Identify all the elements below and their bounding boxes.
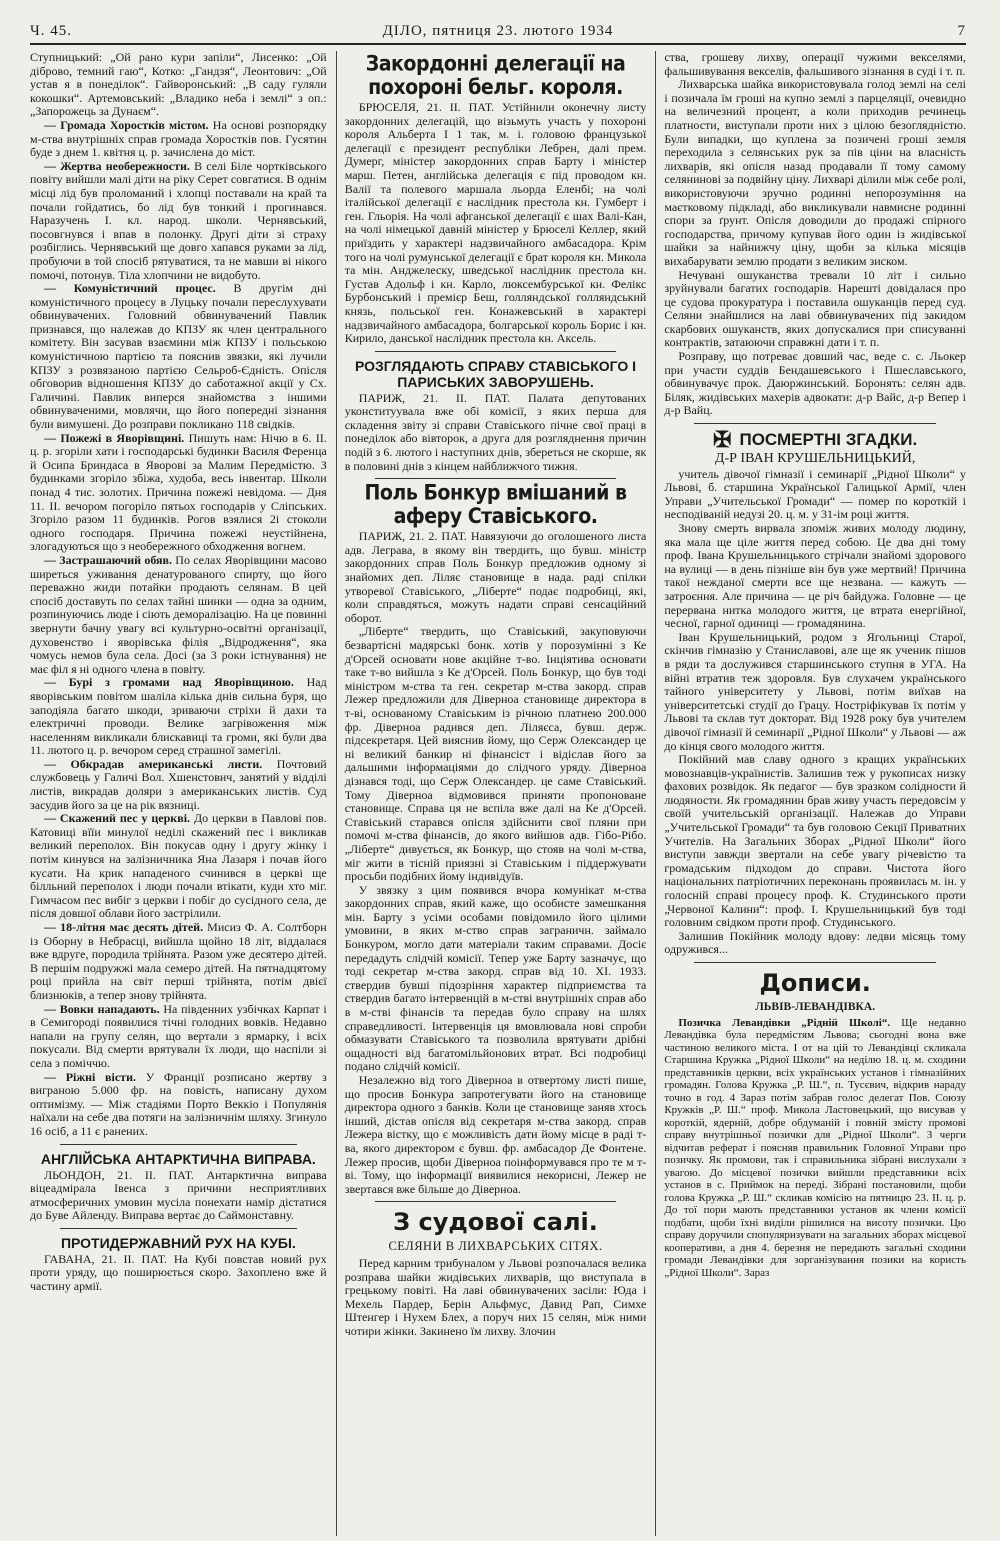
headline-dopysy: Дописи. [759, 969, 871, 997]
news-item: — Громада Хоростків містом. На основі розпорядку м-ства внутрішніх справ громада Хоростків пов. Гусятин буде з днем 1. квітня ц. р. зачислена до міст. [30, 117, 327, 160]
news-item: — 18-літня має десять дітей. Мисиз Ф. А. Солтборн із Оборну в Небрасці, вийшла щойно 18 літ, віддалася вже вдруге, породила трійнята. Разом уже десятеро дітей. В першім подружжі мала семеро дітей. На пятнадцятому році прийла на світ перші трійнята, потім двієї близнюків, а тепер знову трійнята. [30, 920, 327, 1002]
obituary-p: Залишив Покійник молоду вдову: ледви місяць тому одружився... [664, 928, 966, 957]
headline-funeral: Закордонні делегації на похороні бельг. короля. [365, 51, 626, 100]
divider [375, 478, 617, 479]
newspaper-title-date: ДІЛО, пятниця 23. лютого 1934 [382, 23, 614, 39]
article-court: Перед карним трибуналом у Львові розпочалася велика розправа шайки жидівських лихварів, що виступала в грецькому повіті. На лаві обвинувачених засіли: Юда і Мехель Пардер, Берін Альфмус, Давид Рап, Симхе Штенгер і Нухем Блех, а поруч них 15 селян, між ними чотири жінки. Закинено їм лихву. Злочин [344, 1255, 647, 1338]
column-2 [336, 51, 647, 1536]
article-court-p: Нечувані ошуканства тревали 10 літ і сильно зруйнували багатих господарів. Нарешті довідалася про це судова прокуратура і поставила ошуканців перед суд. Селяни знайшлися на лаві обвинувачених під закидом скарбових ошуканств, яких допускалися при списуванні контрактів, затаюючи справжні дати і т. п. [664, 267, 966, 350]
obituary-p: Іван Крушельницький, родом з Ягольниці Старої, скінчив гімназію у Станиславові, але ще як ученик пішов в ряди та дослужився старшинського ступня в УГА. На війні втратив теж здоровля. Був слухачем українського тайного університету у Львові, потім виїхав на університетські студії до Грацу. Ностріфікував їх потім у Львові та склав тут докторат. Від 1928 року був учителем дівочої гімназії й семинарії „Рідної Школи“ у Львові — аж до кінця свого молодого життя. [664, 629, 966, 753]
divider [375, 351, 617, 352]
column-1 [30, 51, 327, 1536]
article-cuba: ГАВАНА, 21. II. ПАТ. На Кубі повстав новий рух проти уряду, що поширюється скоро. Захоплено вже й частину армії. [30, 1251, 327, 1294]
obituary-p: Покійний мав славу одного з кращих українських мовознавців-українистів. Залишив теж у рукописах низку фахових розвідок. Як педагог — був зразком солідности й людяности. Як громадянин брав живу участь передовсім у своїй учительській організації. Належав до Управи „Учительської Громади“ та був головою Секції Приватних Учителів. На Загальних Зборах „Рідної Школи“ його виступи завжди звертали на себе увагу річевістю та громадським підходом до справи. Чистота його національних патріотичних переконань проявилась м. ін. у голосній справі процесу проф. К. Студинського проти „Червоної Калини“: проф. І. Крушельницький був тоді головним свідком проти проф. Студинського. [664, 752, 966, 930]
article-boncour-p3: У звязку з цим появився вчора комунікат м-ства закордонних справ, який каже, що особисте замешкання мін. Барту з усіми особами повідомило його цілими умовини, в яких м-ство справ заграничн. займало Бонкуром, могло дати матеріали таким справами. Досіє передадуть слідчій комісії. Тепер уже Барту зазначує, що тоді секретар м-ства закорд. справ від 10. XI. 1933. ствердив бувші підозріння характер підприємства та ствердив багато інтервенцій в м-стві внутрішніх справ або в м-стві фінансів та передав було справу на шлях справедливості. Інтервенція ця вмовлювала нові спроби обмазувати Ставіського та позволила врятувати дрібні ощадності від багатомільйонових втрат. Всі подробиці подано слідчій комісії. [344, 882, 647, 1074]
cross-icon: ✠ [713, 427, 732, 453]
news-item: — Комуністичний процес. В другім дні комуністичного процесу в Луцьку почали переслухувати обвинувачених. Головний обвинувачений Павлик признався, що належав до КПЗУ як член центрального комітету. Він засував взаємини між КПЗУ і польською комуністичною партією та пояснив звязки, які лучили КПЗУ з розвязаною партією Сельроб-Єдність. Опісля обговорив відношення КПЗУ до саботажної акції у Сх. Галичині. Павлик виперся знайомства з іншими обвинуваченими, мовлячи, що його попередні зізнання були вимушені. До розправи покликано 118 свідків. [30, 281, 327, 432]
news-item: — Ріжні вісти. У Франції розписано жертву з виграною 5.000 фр. на повість, написану духом оптимізму. — Між стадіями Порто Веккіо і Популянія наїхали на себе два потяги на залізничнім шляху. Згинуло 16 осіб, а 11 є ранених. [30, 1069, 327, 1138]
article-funeral: БРЮСЕЛЯ, 21. II. ПАТ. Устійнили оконечну листу закордонних делегацій, що візьмуть участь у похороні короля Альберта I 1 так, м. і. головою французької делегації є президент республіки Лебрен, далі прем. Думерг, міністер закордонних справ Барту і міністер марш. Петен, англійська делегація є під проводом кн. Валії та полевого маршала льорда Еленбі; на чолі італійської делегації є наслідник престола кн. Гумберт і ген. Гльорія. На чолі афганської делегації є шах Валі-Кан, на чолі німецької давній міністер у Брюселі Келлер, який приїздить у характері надзвичайного амбасадора. Крім того на чолі румунської делегації є брат короля кн. Микола та мін. Анджелеску, шведської наслідник престола кн. Густав Адольф і кн. Карло, люксембурської кн. Фелікс Бурбонський і премієр Беш, голляндської голляндський князь, польської ген. Конажевський в характері надзвичайного амбасадора, болгарської король Борис і кн. Кирило, данської наслідник престола кн. Аксель. [344, 100, 647, 346]
article-antarctic: ЛЬОНДОН, 21. II. ПАТ. Антарктична виправа віцеадмірала Івенса з причини несприятливих атмосферичних умовин мусіла понехати намір дістатися до Буве Айленду. Виправа вертає до Саймонставну. [30, 1167, 327, 1223]
article-dopys: Позичка Левандівки „Рідній Школі“. Ще недавно Левандівка була передмістям Львова; сьогодні вона вже частиною великого міста. І от на цій то Левандівці скликала Старшина Кружка „Рідної Школи“ на неділю 18. ц. м. сходини представників церкви, всіх українських установ і гімназійних громадян. Голова Кружка „Р. Ш.“, п. Тусєвич, відкрив нараду точно в год. 4 Зараз потім забрав голос делегат Пов. Союзу Кружків „Р. Ш.“ проф. Микола Ластовецький, що висував у короткій, ядерній, добре обдуманій і повній змісту промові справу внутрішньої позички для „Рідної Школи“. З черги відчитав реферат і поясняв правильник Головної Управи про позичку. Як промови, так і справильника зібрані вислухали з увагою. До місцевої позички вийшли представники всіх установ в с. Приймок на переді. Зібрані постановили, щоби голова Кружка „Р. Ш.“ скликав комісію на пятницю 23. II. ц. р. До тої пори мають представники установ як члени комісії подбати, щоби їхні виділи рішилися на висоту позички. Цю справу доручили спопуляризувати на загальних зборах місцевої кооперативи, а дня 4. березня не передають загальні сходини громади Левандівки для зорганізування позики на користь „Рідної Школи“. Зараз [664, 1016, 966, 1279]
headline-cuba: ПРОТИДЕРЖАВНИЙ РУХ НА КУБІ. [60, 1234, 296, 1251]
article-paris: ПАРИЖ, 21. II. ПАТ. Палата депутованих уконституувала вже обі комісії, з яких перша для складення звіту зі справи Ставіського пічне свої праці в понеділок або вівторок, а друга для розгляднення причин подій з 6. лютого і наступних днів, збереться не скорше, як в половині днів з кінцем найближчого тижня. [344, 390, 647, 473]
obituary-intro: учитель дівочої гімназії і семинарії „Рідної Школи“ у Львові, б. старшина Української Галицької Армії, член Управи „Учительської Громади“ — помер по короткій і несподіваній недузі 20. ц. м. у 31-ім році життя. [664, 466, 966, 522]
place-heading: ЛЬВІВ-ЛЕВАНДІВКА. [755, 1001, 876, 1013]
headline-court: З судової салі. [393, 1208, 598, 1237]
article-court-continued: ства, грошеву лихву, операції чужими векселями, фальшивування векселів, фальшивого зізнання в суді і т. п. [664, 51, 966, 78]
concert-program: Ступницький: „Ой рано кури запіли“, Лисенко: „Ой діброво, темний гаю“, Котко: „Гандзя“, Леонтович: „Ой устав я в понеділок“. Гайворонський: „В саду гуляли кокошки“. Артемовський: „Владико неба і землі“ з оп.: „Запорожець за Дунаєм“. [30, 51, 327, 119]
masthead [30, 0, 966, 45]
news-item: — Вовки нападають. На південних узбічках Карпат і в Семигороді появилися тічні голодних вовків. Недавно напали на групу селян, що вертали з ярмарку, і всіх покусали. Від смерти врятували їх люди, що наспіли зі села з поміччю. [30, 1001, 327, 1070]
issue-number: Ч. 45. [30, 23, 72, 39]
column-3 [655, 51, 966, 1536]
article-court-p: Розправу, що потреває довший час, веде с. с. Льокер при участи суддів Бендашевського і Пшеславського, обвинувачує прок. Даюржинський. Боронять: селян адв. Біляк, жидівських махерів адвокати: д-р Вайс, д-р Вепер і д-р Вайц. [664, 349, 966, 418]
headline-obituary: ✠ ПОСМЕРТНІ ЗГАДКИ. [713, 427, 918, 453]
news-item: — Застрашаючий обяв. По селах Яворівщини масово ширеться уживання денатурованого спирту, що його переважно жиди потайки продають селянам. В цей спосіб доставуть по селах тайні шинки — одна за одним, розпинуючись люде і сіють деморалізацію. На це повинні звернути бачну увагу всі культурно-освітні організації, духовенство і яворівська філія „Відродження“, яка чомусь немов була села. Досі (за 3 роки істнування) не має філ я ні одного члена в повіту. [30, 552, 327, 676]
subheadline-court: СЕЛЯНИ В ЛИХВАРСЬКИХ СІТЯХ. [388, 1239, 603, 1254]
news-item: — Жертва необережности. В селі Біле чортківського повіту вийшли малі діти на ріку Серет совгатися. В однім місці лід був проломаний і хлопці поставали на край та почали гойдатись, бо лід був тонкий і прогинався. Наразучень І. кл. народ. школи. Чернявський, посовгнувся і впав в полонку. Другі діти зі страху розбіглись. Чернявський ще довго хапався руками за лід, пробуючи в той спосіб рятуватися, та не мавши ві нікого помочі, потонув. Тіла хлопчини не видобуто. [30, 158, 327, 282]
news-item: — Пожежі в Яворівщині. Пишуть нам: Нічю в 6. II. ц. р. згоріли хати і господарські будинки Василя Ференца й Осипа Бриндаса в Яворові за Малим Передмістю. З будинками згоріло збіжа, худоба, весь інвентар. Школи понад 4 тис. золотих. Причина пожежі невідома. — Дня 11. II. вечором погоріло пятьох господарів у Сліпських. Згоріло разом 11 будинків. Рогов взялися 2і стоколи одного господаря. Причина пожежі неустійнена, злогадуються що з необережного обходження вогнем. [30, 430, 327, 554]
divider [694, 962, 936, 963]
news-item: — Обкрадав американські листи. Почтовий службовець у Галичі Вол. Хшенстович, занятий у відділі листів, викрадав доляри з американських листів. Суд засудив його за це на рік вязниці. [30, 756, 327, 812]
news-item: — Скажений пес у церкві. До церкви в Павлові пов. Катовиці вїїи минулої неділі скажений пес і викликав великий переполох. Він покусав одну і другу жінку і потім кинувся на залізничника Яна Лазаря і почав його кусати. На крик нападеного счинився в церкві ще білльний переполох і люди почали втікати, куди хто міг. Гимчасом пес вибіг з церкви і побіг до сусідного села, де після довшої облави його застрілили. [30, 811, 327, 921]
divider [60, 1144, 297, 1145]
article-boncour-p2: „Ліберте“ твердить, що Ставіський, закуповуючи безвартісні мадярські бонк. хотів у порозумінні з Ке д'Орсей основати нове акційне т-во. Інціятива основати таке т-во вийшла з Ке д'Орсей. Поль Бонкур, що був тоді міністром м-ства та ген. секретар м-ства закорд. справ Лежер предложили для Діверноа становище директора в т-ві, основаному Ставіським із річною платнею 200.000 фр. Діверноа радився деп. Ліляєса, бувш. держ. підсекретаря. Цей вияснив йому, що Серж Олександер це ні великий банкир ні фінансіст і відіслав його за дальшими інформаціями до слідчого уряду. Діверноа дізнався тоді, що Серж Олександер. це саме Ставіський. Тому Діверноа відмовився приняти пропоноване становище. Справа ця не вспіла вже далі на Ке д'Орсей. Ставіський старався опісля здійснити свої пляни при помочі м-ства фінансів, до якого вийшов адв. Гібо-Рібо. „Ліберте“ дивується, як Бонкур, що стояв на чолі м-ства, міг жити в тісній приязні зі Ставіським і піддержувати просьби подібних йому індивідуїв. [344, 624, 647, 884]
article-court-p: Лихварська шайка використовувала голод землі на селі і позичала їм гроші на купно землі з парцеляції, очевидно на величезний процент, а коли приходив речинець платности, виступали проти них з цілою безоглядністю. Були випадки, що куплена за позичені гроші земля переходила з селянських рук за пів ціни на власність лихварів, які опісля назад продавали її тому самому селянинові за подвійну ціну. Лихварі ділили між себе ролі, використовуючи зручно родинні непорозуміння на маєтковому підкладі, або викликували навмисне родинні спори за ґрунт. Опісля доводили до продажі спірного господарства, причому купував його один із жидівської шайки за найнижчу ціну, щоби за кілька місяців вихабарувати землю продати з великим зиском. [664, 77, 966, 268]
article-boncour-p1: ПАРИЖ, 21. 2. ПАТ. Навязуючи до оголошеного листа адв. Леграва, в якому він твердить, що бувш. міністр закордонних справ Поль Бонкур предложив одному зі знайомих деп. Ліляє становище в нада. раді спілки утворевої Ставіського, „Ліберте“ подає подробиці, які, коли справдяться, можуть надати справі сенсаційний оборот. [344, 529, 647, 625]
page-number: 7 [957, 23, 966, 39]
divider [694, 423, 936, 424]
headline-paris: РОЗГЛЯДАЮТЬ СПРАВУ СТАВІСЬКОГО І ПАРИСЬКИХ ЗАВОРУШЕНЬ. [354, 357, 637, 390]
obituary-p: Знову смерть вирвала зпоміж живих молоду людину, яка мала ще ціле життя перед собою. Це два дні тому проф. Івана Крушельницького стрічали знайомі здорового на вулиці — в день пізніше він був уже мертвий! Причина такої нежданої смерти все ще незвана. — кажуть — затроєння. Але причина — це річ байдужа. Головне — це перервана нитка молодого життя, це втрата енергійної, чесної, гарної одиниці — громадянина. [664, 521, 966, 631]
divider [375, 1201, 617, 1202]
news-item: — Бурі з громами над Яворівщиною. Над яворівським повітом шаліла кілька днів сильна буря, що заподіяла багато шкоди, зриваючи стріхи й дахи та електричні проводи. Велике загрівоження між населенням викликали блискавиці та громи, які були два 11. лютого ц. р. вечором серед страшної замегілі. [30, 675, 327, 758]
obituary-name: Д-Р ІВАН КРУШЕЛЬНИЦЬКИЙ, [714, 451, 916, 467]
headline-antarctic: АНГЛІЙСЬКА АНТАРКТИЧНА ВИПРАВА. [40, 1150, 316, 1167]
headline-boncour: Поль Бонкур вмішаний в аферу Ставіського. [364, 480, 627, 529]
divider [60, 1228, 297, 1229]
article-boncour-p4: Незалежно від того Діверноа в отвертому листі пише, що просив Бонкура запротегувати його на становище директора одного з банків. Коли це становище заняв хтось інший, дістав опісля від секретаря м-ства закорд. справ Лежера вістку, що є можливість дати йому місце в раді т-ва, якого директором є бувш. фр. амбасадор Де Фонтене. Лежер просив, щоби Діверноа поінформувався про те м т-ві. Тому, що інформації виявилися некорисні, Лежер не звертався вже більше до Діверноа. [344, 1073, 647, 1196]
